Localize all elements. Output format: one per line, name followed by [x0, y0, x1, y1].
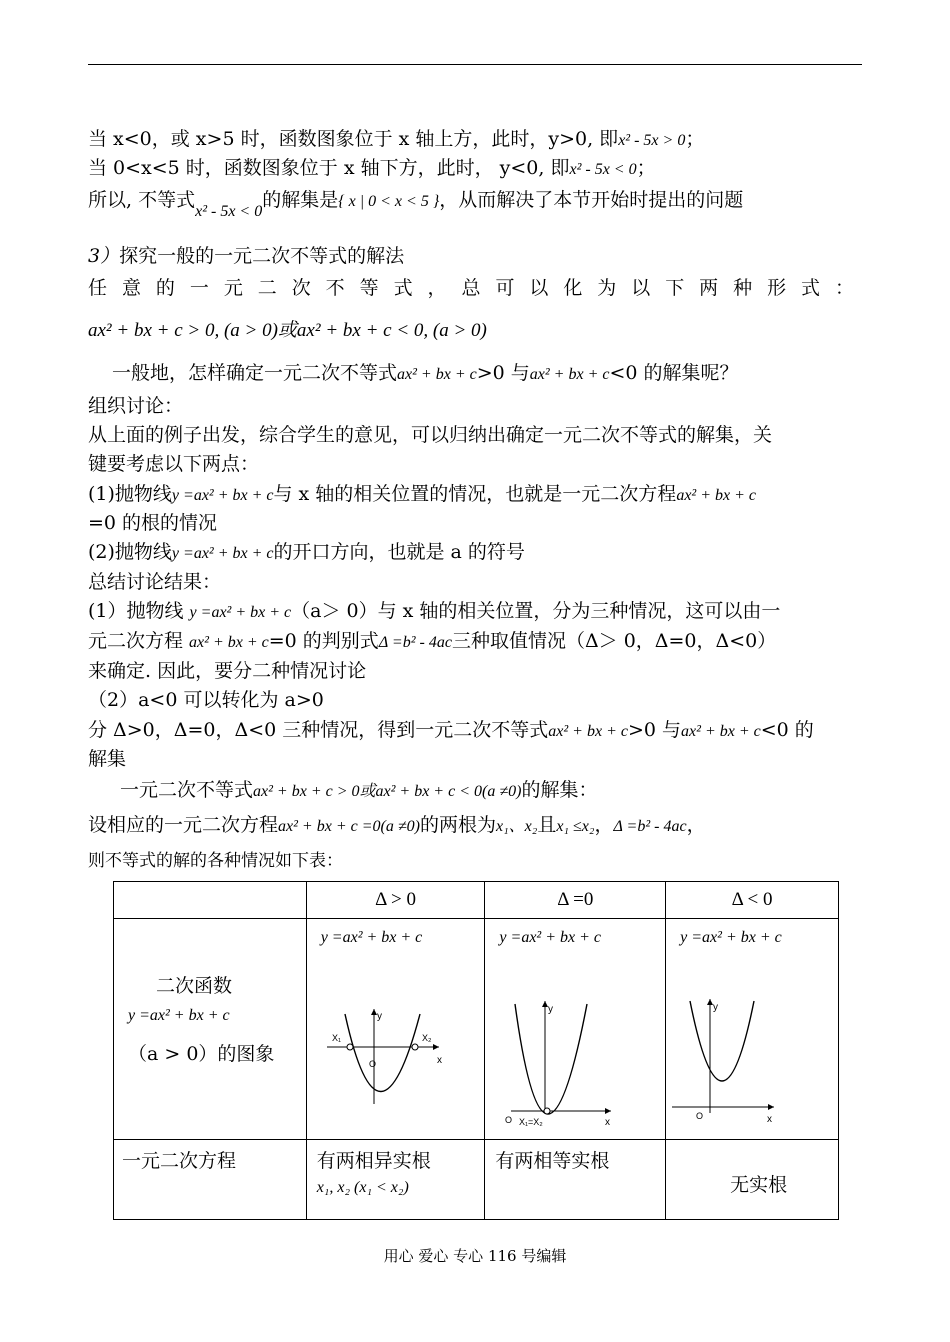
spread-char: 种: [733, 277, 753, 299]
spread-char: 以: [529, 277, 549, 299]
cell-two-roots: [306, 1140, 485, 1220]
table-header-empty: [114, 882, 307, 919]
text-line-23: 则不等式的解的各种情况如下表：: [88, 851, 343, 871]
header-delta-negative: Δ < 0: [666, 882, 839, 919]
graph-two-roots: [307, 919, 486, 1139]
text-line-12: =0 的根的情况: [88, 512, 218, 534]
cell-two-roots-text: 有两相异实根: [316, 1150, 431, 1172]
text-line-19: 分 Δ>0，Δ=0，Δ<0 三种情况，得到一元二次不等式ax² + bx + c>0 与ax² + bx + c<0 的: [88, 719, 814, 741]
text-line-15: (1）抛物线 y =ax² + bx + c（a＞ 0）与 x 轴的相关位置，分为三种情况，这可以由一: [88, 600, 781, 622]
cell-equal-roots: 有两相等实根: [485, 1140, 666, 1220]
text-line-11: (1)抛物线y =ax² + bx + c与 x 轴的相关位置的情况，也就是一元二次方程ax² + bx + c: [88, 483, 757, 505]
spread-char: 总: [461, 277, 481, 299]
header-delta-zero: Δ =0: [485, 882, 666, 919]
spread-char: ：: [834, 277, 854, 299]
cell-eq-3: y =ax² + bx + c: [680, 929, 782, 946]
solution-table: [113, 881, 839, 1220]
cell-no-roots: 无实根: [666, 1140, 839, 1220]
text-line-22: 设相应的一元二次方程ax² + bx + c =0(a ≠0)的两根为x₁、x₂且x₁ ≤x₂，Δ =b² - 4ac，: [88, 814, 706, 836]
svg-text:y: y: [548, 1004, 554, 1015]
spread-char: 意: [121, 277, 141, 299]
svg-text:x: x: [605, 1117, 611, 1128]
spread-char: 任: [88, 277, 108, 299]
text-line-7: 一般地，怎样确定一元二次不等式ax² + bx + c>0 与ax² + bx + c<0 的解集呢？: [112, 362, 739, 384]
text-line-14: 总结讨论结果：: [88, 571, 222, 593]
formula-line: ax² + bx + c > 0, (a > 0)或ax² + bx + c < 0, (a > 0): [88, 320, 487, 341]
row-label-graph: [114, 919, 307, 1140]
text-line-2: 当 0<x<5 时，函数图象位于 x 轴下方，此时， y<0, 即x² - 5x < 0；: [88, 157, 656, 179]
spread-char: 两: [699, 277, 719, 299]
spread-char: 式: [801, 277, 821, 299]
cell-eq-2: y =ax² + bx + c: [499, 929, 602, 946]
spread-char: 化: [563, 277, 583, 299]
header-delta-positive: Δ > 0: [306, 882, 485, 919]
table-header-row: [114, 882, 839, 919]
row-label-equation: 一元二次方程: [114, 1140, 307, 1220]
svg-text:O: O: [505, 1115, 513, 1125]
spread-char: ，: [427, 277, 447, 299]
cell-graph-two-roots: [306, 919, 485, 1140]
page-footer: 用心 爱心 专心 116 号编辑: [383, 1247, 567, 1265]
svg-text:X₁: X₁: [331, 1033, 341, 1043]
spread-char: 以: [631, 277, 651, 299]
text-line-10: 键要考虑以下两点：: [88, 453, 260, 475]
text-line-1: 当 x<0，或 x>5 时，函数图象位于 x 轴上方，此时，y>0, 即x² - 5x > 0；: [88, 128, 705, 150]
text-line-3: 所以, 不等式$_{x^2 - 5x < 0}$的解集是{ x | 0 < x < 5 }，从而解决了本节开始时提出的问题: [88, 189, 744, 220]
text-line-21: 一元二次不等式ax² + bx + c > 0或ax² + bx + c < 0(a ≠0)的解集：: [120, 779, 598, 801]
section-heading: 3）探究一般的一元二次不等式的解法: [88, 245, 405, 267]
spread-char: 次: [291, 277, 311, 299]
text-line-8: 组织讨论：: [88, 395, 184, 417]
text-line-9: 从上面的例子出发，综合学生的意见，可以归纳出确定一元二次不等式的解集，关: [88, 424, 773, 446]
svg-text:O: O: [696, 1111, 704, 1121]
table-row-graph: [114, 919, 839, 1140]
table-row-roots: [114, 1140, 839, 1220]
spread-char: 式: [393, 277, 413, 299]
svg-text:O: O: [368, 1059, 376, 1069]
text-line-5: [88, 273, 854, 300]
graph-no-root: [666, 919, 839, 1139]
graph-one-root: [485, 919, 666, 1139]
cell-two-roots-eq: x₁, x₂ (x₁ < x₂): [316, 1179, 409, 1196]
cell-graph-no-root: [666, 919, 839, 1140]
label-graph-condition: （a > 0）的图象: [128, 1043, 275, 1065]
spread-char: 一: [189, 277, 209, 299]
svg-text:X₂: X₂: [421, 1033, 432, 1043]
label-quadratic-function: 二次函数: [156, 975, 233, 997]
spread-char: 等: [359, 277, 379, 299]
spread-char: 二: [257, 277, 277, 299]
spread-char: 形: [767, 277, 787, 299]
svg-text:x: x: [436, 1055, 442, 1066]
text-line-16: 元二次方程 ax² + bx + c=0 的判别式Δ =b² - 4ac三种取值情况（Δ＞ 0，Δ=0，Δ<0）: [88, 630, 777, 652]
svg-text:X₁=X₂: X₁=X₂: [519, 1117, 544, 1127]
spread-char: 的: [155, 277, 175, 299]
svg-text:y: y: [376, 1011, 382, 1022]
cell-eq-1: y =ax² + bx + c: [320, 929, 423, 946]
header-rule: [88, 64, 862, 65]
spread-char: 为: [597, 277, 617, 299]
cell-graph-one-root: [485, 919, 666, 1140]
label-function-eq: y =ax² + bx + c: [128, 1007, 230, 1024]
svg-text:y: y: [713, 1002, 719, 1013]
spread-char: 元: [223, 277, 243, 299]
spread-char: 不: [325, 277, 345, 299]
text-line-13: (2)抛物线y =ax² + bx + c的开口方向，也就是 a 的符号: [88, 541, 525, 563]
spread-char: 下: [665, 277, 685, 299]
text-line-20: 解集: [88, 748, 127, 770]
spread-char: 可: [495, 277, 515, 299]
text-line-18: （2）a<0 可以转化为 a>0: [88, 689, 324, 711]
text-line-17: 来确定. 因此，要分二种情况讨论: [88, 660, 367, 682]
svg-text:x: x: [767, 1114, 773, 1125]
